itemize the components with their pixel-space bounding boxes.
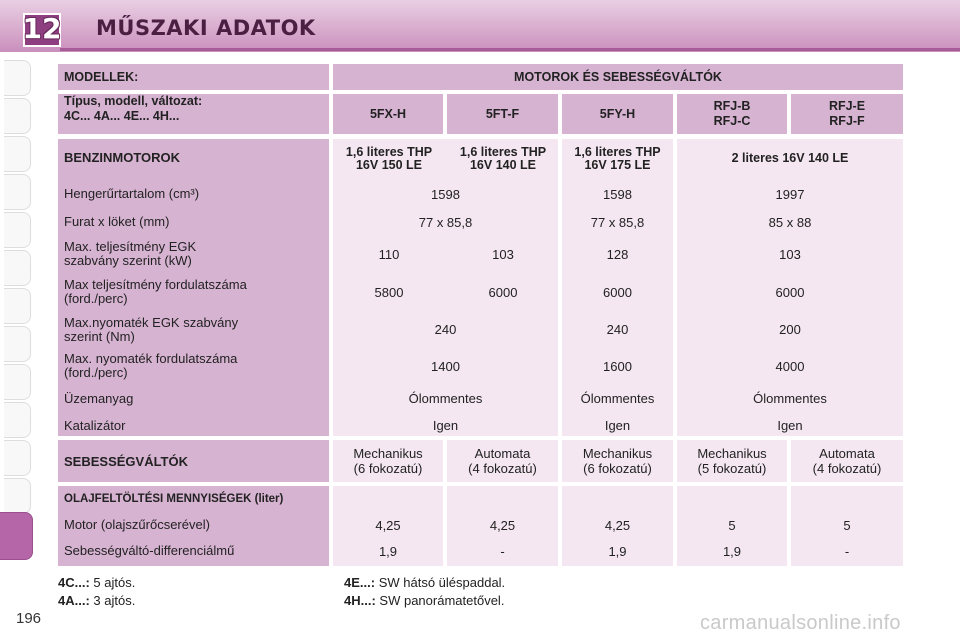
engine-name-line2: 16V 140 LE <box>469 158 536 172</box>
chapter-number: 12 <box>22 12 62 45</box>
type-code: 5FX-H <box>333 94 443 134</box>
spec-value: Ólommentes <box>580 391 655 406</box>
oil-row-label: Sebességváltó-differenciálmű <box>64 543 235 558</box>
engine-name <box>562 146 673 172</box>
spec-value: Igen <box>604 418 631 433</box>
gearbox-gears: (5 fokozatú) <box>697 461 767 476</box>
spec-value: Igen <box>777 418 803 433</box>
spec-value: Igen <box>432 418 459 433</box>
header-divider <box>60 48 960 51</box>
spec-label <box>64 240 196 268</box>
spec-value: 5800 <box>374 285 404 300</box>
spec-value: 1598 <box>603 187 632 202</box>
gearbox-type: Mechanikus <box>697 446 767 461</box>
spec-value: 4000 <box>775 359 805 374</box>
oil-row-label: Motor (olajszűrőcserével) <box>64 517 210 532</box>
gearbox-gears: (6 fokozatú) <box>353 461 423 476</box>
spec-label-line1: Max.nyomaték EGK szabvány <box>64 315 239 330</box>
spec-label: Hengerűrtartalom (cm³) <box>64 186 200 201</box>
side-tab[interactable] <box>4 326 31 362</box>
oil-value: 4,25 <box>489 518 516 533</box>
gearbox-cell <box>562 440 673 482</box>
side-tab[interactable] <box>4 98 31 134</box>
type-code: 5FY-H <box>562 94 673 134</box>
footnote <box>344 575 505 590</box>
oil-value: 4,25 <box>375 518 401 533</box>
engines-label: BENZINMOTOROK <box>64 150 181 165</box>
footnote <box>58 575 135 590</box>
engine-name-line2: 16V 175 LE <box>584 158 651 172</box>
spec-value: 1997 <box>775 187 805 202</box>
oil-value: - <box>500 544 505 559</box>
engine-name-line1: 1,6 literes THP <box>459 145 547 159</box>
footnote <box>344 593 504 608</box>
spec-label: Furat x löket (mm) <box>64 214 170 229</box>
oil-value: 1,9 <box>608 544 627 559</box>
spec-value: 1600 <box>603 359 632 374</box>
footnote-key: 4H...: <box>344 593 376 608</box>
engine-name <box>333 146 445 172</box>
footnote-text: 3 ajtós. <box>93 593 136 608</box>
side-tab[interactable] <box>4 212 31 248</box>
engines-gearboxes-header: MOTOROK ÉS SEBESSÉGVÁLTÓK <box>333 64 903 90</box>
spec-value: 6000 <box>603 285 632 300</box>
side-tab[interactable] <box>4 288 31 324</box>
spec-value: 200 <box>779 322 801 337</box>
spec-label-line1: Max. teljesítmény EGK <box>64 239 197 254</box>
spec-label <box>64 316 238 344</box>
gearbox-type: Mechanikus <box>353 446 423 461</box>
gearbox-cell <box>677 440 787 482</box>
oil-value: 5 <box>843 518 851 533</box>
type-code <box>677 94 787 134</box>
spec-value: 85 x 88 <box>768 215 812 230</box>
gearbox-type: Automata <box>474 446 531 461</box>
spec-value: 110 <box>378 247 400 262</box>
page-number: 196 <box>16 610 42 627</box>
spec-value: 240 <box>434 322 457 337</box>
spec-label: Katalizátor <box>64 418 126 433</box>
oil-value: 1,9 <box>378 544 398 559</box>
engine-name: 2 literes 16V 140 LE <box>731 151 849 165</box>
footnote-key: 4A...: <box>58 593 90 608</box>
page-title: MŰSZAKI ADATOK <box>96 16 316 40</box>
spec-value: 77 x 85,8 <box>590 215 645 230</box>
footnote-text: SW hátsó üléspaddal. <box>378 575 506 590</box>
side-tab-active[interactable] <box>0 512 33 560</box>
engine-name-line1: 1,6 literes THP <box>574 145 661 159</box>
side-tab[interactable] <box>4 402 31 438</box>
side-tab[interactable] <box>4 60 31 96</box>
models-header: MODELLEK: <box>58 64 329 90</box>
oil-value: 4,25 <box>604 518 631 533</box>
type-code-line1: RFJ-E <box>828 99 866 113</box>
engine-name-line2: 16V 150 LE <box>355 158 422 172</box>
spec-value: 6000 <box>775 285 805 300</box>
gearbox-gears: (4 fokozatú) <box>812 461 882 476</box>
spec-label-line2: szabvány szerint (kW) <box>64 253 192 268</box>
spec-value: 1400 <box>431 359 460 374</box>
engine-name-line1: 1,6 literes THP <box>345 145 433 159</box>
type-code: 5FT-F <box>447 94 558 134</box>
gearbox-type: Mechanikus <box>582 446 653 461</box>
side-tab[interactable] <box>4 250 31 286</box>
type-code-line2: RFJ-F <box>829 114 865 128</box>
spec-value: 6000 <box>488 285 518 300</box>
type-code-line1: RFJ-B <box>713 99 751 113</box>
oil-value: 5 <box>728 518 736 533</box>
spec-value: Ólommentes <box>753 391 827 406</box>
gearbox-type: Automata <box>819 446 875 461</box>
type-code-line2: RFJ-C <box>713 114 751 128</box>
spec-label <box>64 352 237 380</box>
side-tab[interactable] <box>4 174 31 210</box>
gearbox-cell <box>791 440 903 482</box>
side-tab[interactable] <box>4 136 31 172</box>
spec-label-line2: (ford./perc) <box>64 365 128 380</box>
spec-label-line1: Max. nyomaték fordulatszáma <box>64 351 238 366</box>
spec-label <box>64 278 247 306</box>
spec-value: 1598 <box>431 187 460 202</box>
type-label-line2: 4C... 4A... 4E... 4H... <box>64 109 180 123</box>
gearbox-gears: (4 fokozatú) <box>468 461 537 476</box>
footnote-text: SW panorámatetővel. <box>379 593 505 608</box>
type-label <box>58 94 329 134</box>
footnote-key: 4C...: <box>58 575 90 590</box>
spec-value: 103 <box>779 247 801 262</box>
footnote <box>58 593 135 608</box>
type-code <box>791 94 903 134</box>
side-tab[interactable] <box>4 364 31 400</box>
footnote-text: 5 ajtós. <box>93 575 136 590</box>
oil-value: 1,9 <box>722 544 742 559</box>
gearbox-cell <box>447 440 558 482</box>
spec-value: 103 <box>492 247 514 262</box>
spec-value: 240 <box>606 322 629 337</box>
gearbox-cell <box>333 440 443 482</box>
spec-value: 128 <box>606 247 629 262</box>
engine-name <box>447 146 559 172</box>
side-tab[interactable] <box>4 478 31 514</box>
gearbox-gears: (6 fokozatú) <box>583 461 652 476</box>
gearbox-label: SEBESSÉGVÁLTÓK <box>58 440 329 482</box>
oil-label: OLAJFELTÖLTÉSI MENNYISÉGEK (liter) <box>64 493 284 505</box>
spec-label-line2: (ford./perc) <box>64 291 128 306</box>
type-label-line1: Típus, modell, változat: <box>64 94 203 108</box>
spec-value: 77 x 85,8 <box>418 215 473 230</box>
spec-label-line1: Max teljesítmény fordulatszáma <box>64 277 247 292</box>
oil-value: - <box>844 544 850 559</box>
spec-label-line2: szerint (Nm) <box>64 329 135 344</box>
watermark: carmanualsonline.info <box>700 612 901 634</box>
side-tab[interactable] <box>4 440 31 476</box>
side-tabs <box>0 60 34 580</box>
spec-value: Ólommentes <box>408 391 483 406</box>
footnote-key: 4E...: <box>344 575 376 590</box>
spec-label: Üzemanyag <box>64 391 134 406</box>
